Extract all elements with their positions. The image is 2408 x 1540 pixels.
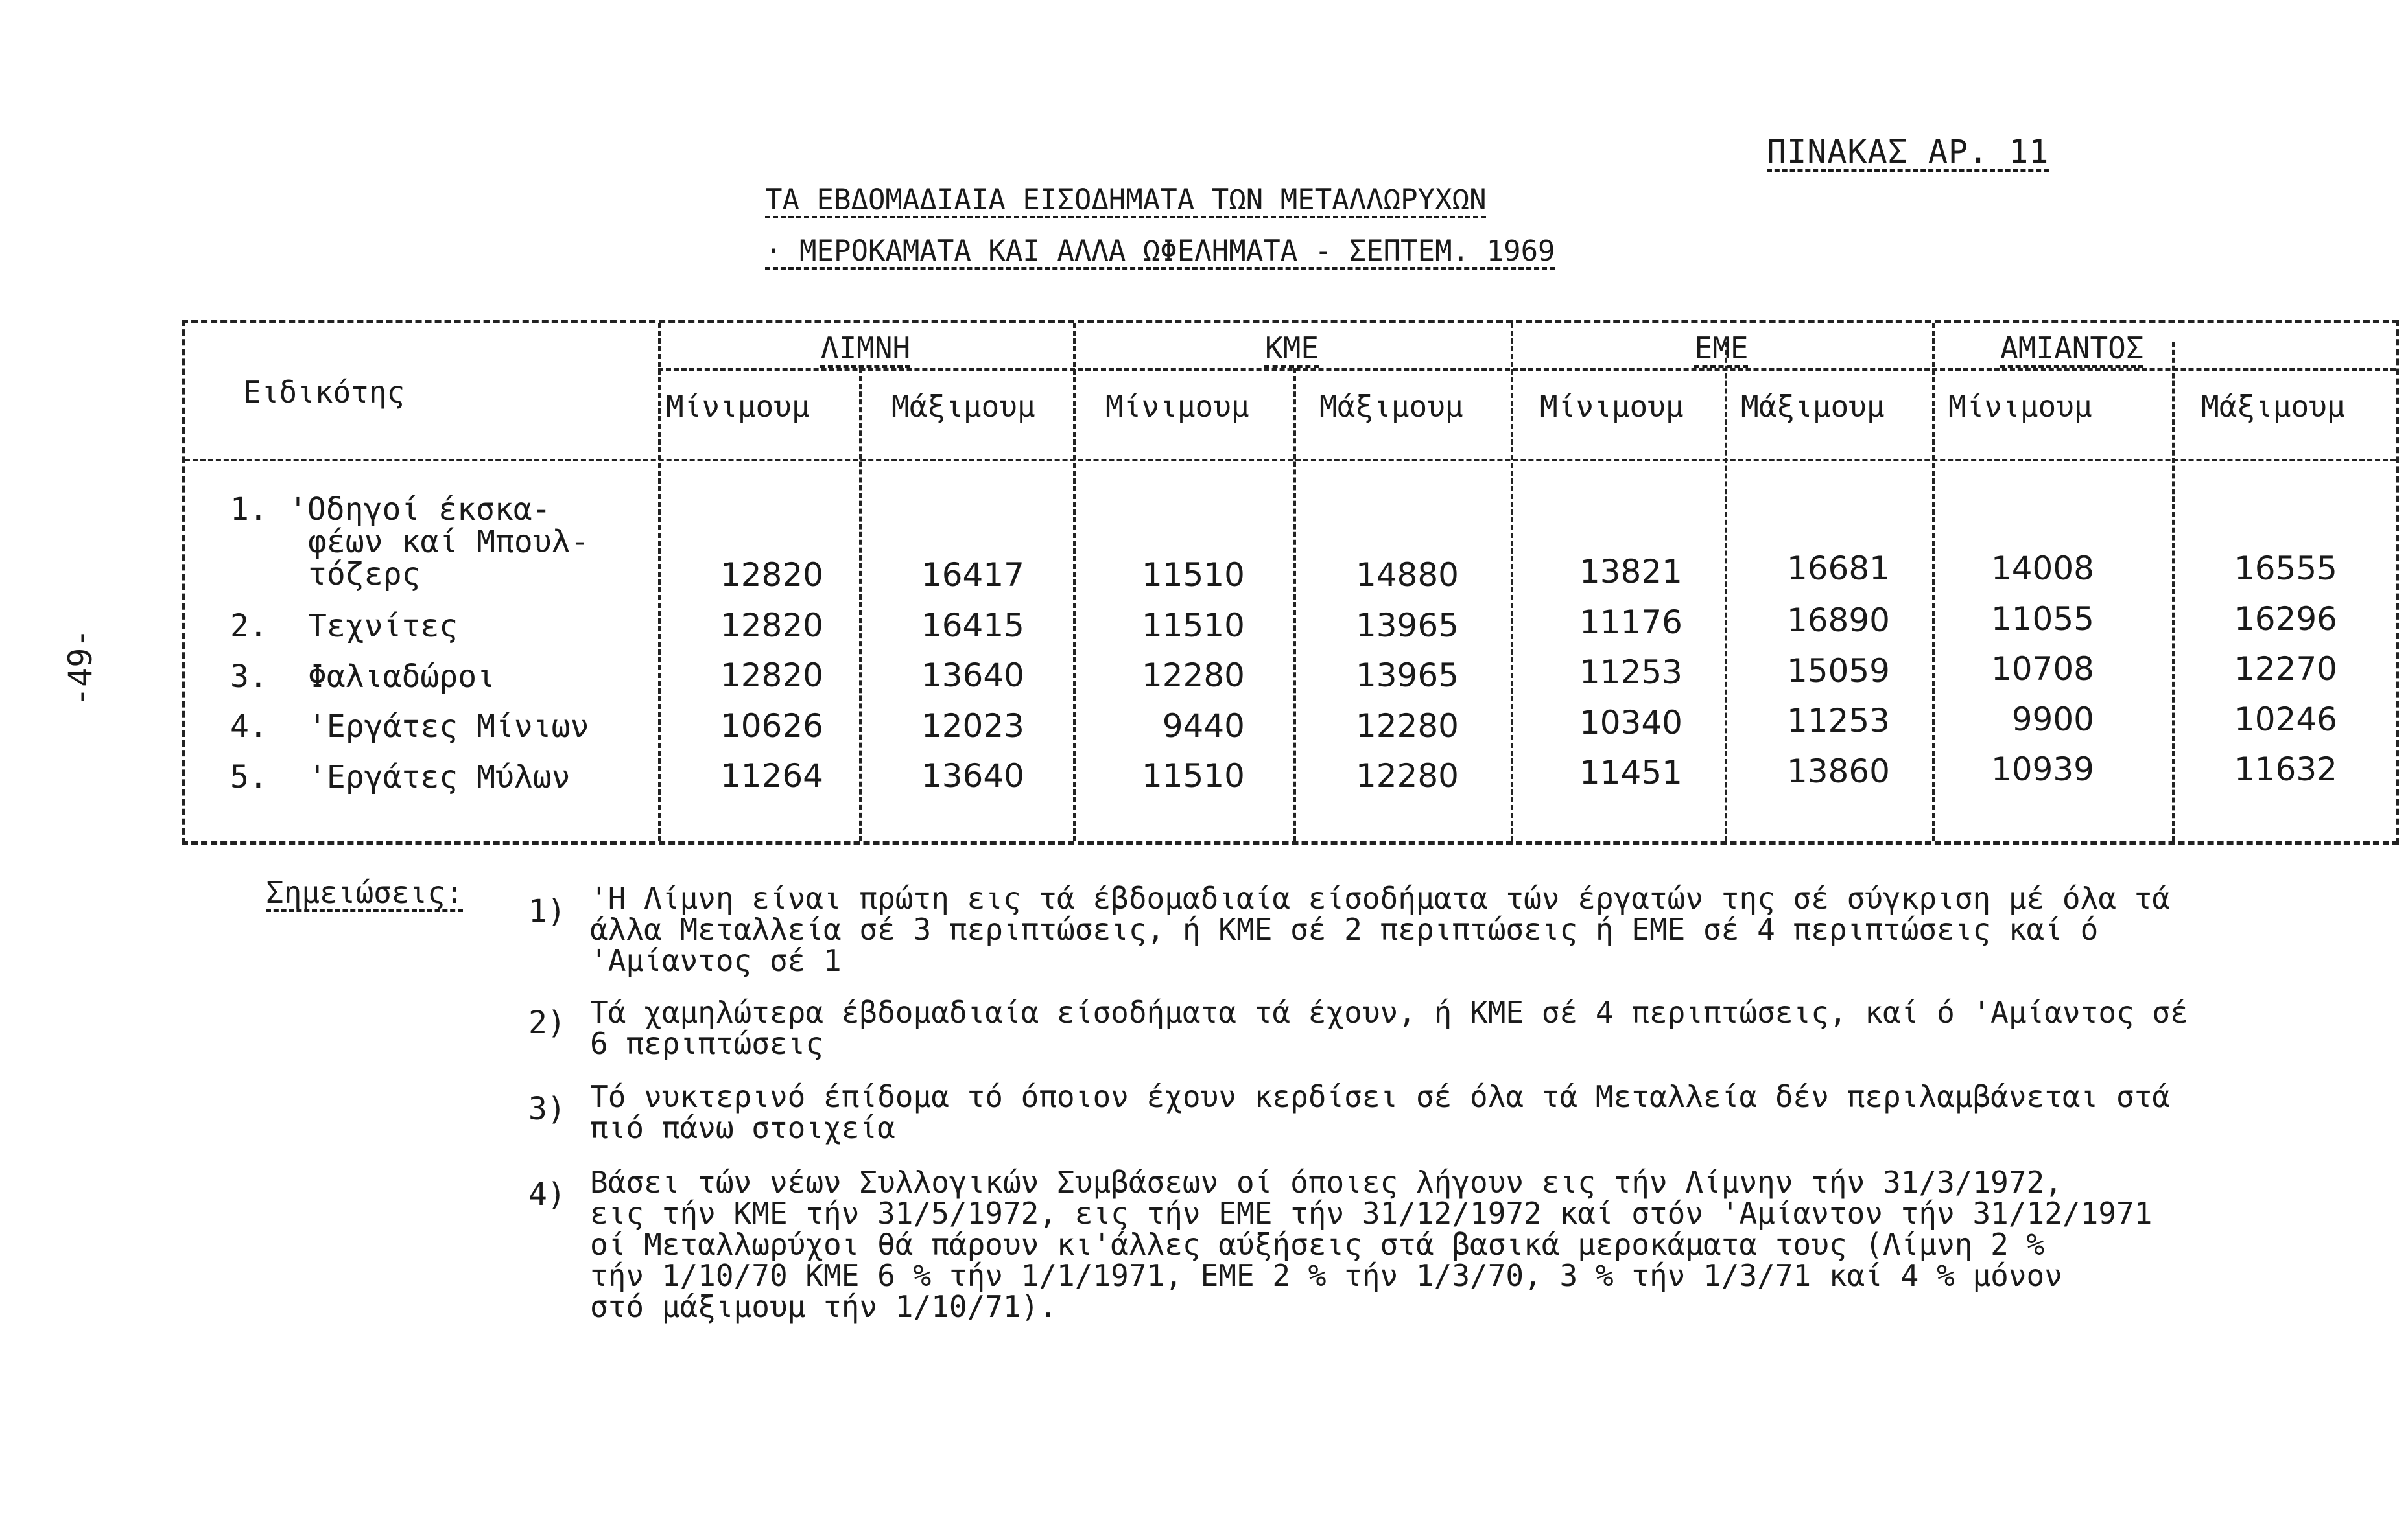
cell-amiantos-min: 10708 — [1990, 650, 2094, 688]
row-specialty: 'Οδηγοί έκσκα- — [289, 491, 551, 528]
cell-limni-min: 12820 — [720, 657, 823, 694]
note-line: εις τήν ΚΜΕ τήν 31/5/1972, εις τήν ΕΜΕ τήν 31/12/1972 καί στόν 'Αμίαντον τήν 31/12/1971 — [590, 1196, 2153, 1231]
cell-limni-min: 11264 — [720, 757, 823, 795]
cell-amiantos-max: 12270 — [2234, 650, 2337, 688]
row-specialty: Φαλιαδώροι — [308, 659, 495, 695]
table-divider — [1073, 323, 1076, 841]
table-divider — [185, 459, 2396, 461]
cell-eme-min: 13821 — [1579, 553, 1682, 590]
note-line: Τά χαμηλώτερα έβδομαδιαία είσοδήματα τά έχουν, ή ΚΜΕ σέ 4 περιπτώσεις, καί ό 'Αμίαντος σέ — [590, 995, 2188, 1030]
note-line: στό μάξιμουμ τήν 1/10/71). — [590, 1289, 1057, 1324]
table-divider — [658, 368, 2396, 371]
row-specialty: 'Εργάτες Μύλων — [308, 759, 571, 795]
cell-kme-max: 13965 — [1355, 607, 1459, 644]
cell-kme-min: 11510 — [1141, 757, 1245, 795]
note-number: 3) — [528, 1091, 566, 1127]
cell-eme-max: 15059 — [1786, 652, 1890, 690]
amiantos-max-header: Μάξιμουμ — [2201, 389, 2345, 424]
table-divider — [859, 368, 862, 841]
cell-kme-min: 9440 — [1162, 707, 1245, 745]
limni-max-header: Μάξιμουμ — [891, 389, 1035, 424]
title-line-2: · ΜΕΡΟΚΑΜΑΤΑ ΚΑΙ ΑΛΛΑ ΩΦΕΛΗΜΑΤΑ - ΣΕΠΤΕΜ. 1969 — [765, 235, 1555, 268]
table-divider — [1293, 368, 1296, 841]
cell-amiantos-min: 10939 — [1990, 751, 2094, 788]
note-line: 6 περιπτώσεις — [590, 1026, 824, 1061]
row-number: 4. — [230, 708, 268, 745]
kme-min-header: Μίνιμουμ — [1105, 389, 1249, 424]
row-number: 2. — [230, 608, 268, 644]
note-text — [590, 997, 2341, 1059]
cell-amiantos-max: 11632 — [2234, 751, 2337, 788]
cell-eme-min: 11451 — [1579, 754, 1682, 791]
row-number: 3. — [230, 659, 268, 695]
group-header-eme: ΕΜΕ — [1694, 331, 1749, 366]
specialty-header: Ειδικότης — [243, 375, 405, 410]
group-header-amiantos: ΑΜΙΑΝΤΟΣ — [2000, 331, 2144, 366]
row-specialty: 'Εργάτες Μίνιων — [308, 708, 589, 745]
note-line: τήν 1/10/70 ΚΜΕ 6 % τήν 1/1/1971, ΕΜΕ 2 % τήν 1/3/70, 3 % τήν 1/3/71 καί 4 % μόνον — [590, 1258, 2062, 1293]
cell-limni-max: 13640 — [921, 657, 1024, 694]
cell-eme-min: 11253 — [1579, 653, 1682, 691]
cell-kme-max: 12280 — [1355, 707, 1459, 745]
cell-amiantos-min: 14008 — [1990, 550, 2094, 587]
cell-kme-max: 13965 — [1355, 657, 1459, 694]
limni-min-header: Μίνιμουμ — [666, 389, 810, 424]
income-table — [182, 320, 2399, 845]
title-line-1: ΤΑ ΕΒΔΟΜΑΔΙΑΙΑ ΕΙΣΟΔΗΜΑΤΑ ΤΩΝ ΜΕΤΑΛΛΩΡΥΧΩΝ — [765, 183, 1487, 216]
eme-min-header: Μίνιμουμ — [1540, 389, 1684, 424]
row-number: 1. — [230, 491, 268, 528]
cell-kme-max: 12280 — [1355, 757, 1459, 795]
cell-eme-max: 16890 — [1786, 601, 1890, 639]
cell-amiantos-min: 9900 — [2011, 701, 2094, 738]
kme-max-header: Μάξιμουμ — [1319, 389, 1463, 424]
table-divider — [1932, 323, 1935, 841]
cell-limni-min: 12820 — [720, 607, 823, 644]
notes-heading: Σημειώσεις: — [266, 875, 464, 910]
group-header-kme: ΚΜΕ — [1264, 331, 1319, 366]
row-specialty: Τεχνίτες — [308, 608, 458, 644]
cell-limni-max: 12023 — [921, 707, 1024, 745]
amiantos-min-header: Μίνιμουμ — [1948, 389, 2092, 424]
table-divider — [2172, 342, 2175, 841]
cell-limni-max: 13640 — [921, 757, 1024, 795]
note-text — [590, 1167, 2341, 1322]
row-number: 5. — [230, 759, 268, 795]
cell-kme-max: 14880 — [1355, 556, 1459, 594]
note-line: άλλα Μεταλλεία σέ 3 περιπτώσεις, ή ΚΜΕ σέ 2 περιπτώσεις ή ΕΜΕ σέ 4 περιπτώσεις καί ό — [590, 912, 2099, 947]
note-number: 4) — [528, 1176, 566, 1213]
cell-amiantos-max: 10246 — [2234, 701, 2337, 738]
row-specialty: τόζερς — [308, 556, 421, 592]
note-line: 'Αμίαντος σέ 1 — [590, 943, 842, 978]
row-specialty: φέων καί Μπουλ- — [308, 524, 589, 560]
cell-eme-max: 13860 — [1786, 752, 1890, 790]
cell-kme-min: 11510 — [1141, 556, 1245, 594]
note-line: οί Μεταλλωρύχοι θά πάρουν κι'άλλες αύξήσεις στά βασικά μεροκάματα τους (Λίμνη 2 % — [590, 1227, 2045, 1262]
note-number: 2) — [528, 1005, 566, 1041]
table-divider — [1511, 323, 1513, 841]
table-number: ΠΙΝΑΚΑΣ ΑΡ. 11 — [1767, 133, 2049, 170]
note-line: Τό νυκτερινό έπίδομα τό όποιον έχουν κερδίσει σέ όλα τά Μεταλλεία δέν περιλαμβάνεται στά — [590, 1079, 2171, 1114]
group-header-limni: ΛΙΜΝΗ — [820, 331, 911, 366]
cell-amiantos-max: 16555 — [2234, 550, 2337, 587]
cell-limni-max: 16415 — [921, 607, 1024, 644]
table-divider — [1725, 342, 1727, 841]
cell-kme-min: 12280 — [1141, 657, 1245, 694]
note-line: 'Η Λίμνη είναι πρώτη εις τά έβδομαδιαία είσοδήματα τών έργατών της σέ σύγκριση μέ όλα τά — [590, 881, 2171, 916]
cell-eme-min: 11176 — [1579, 603, 1682, 641]
cell-eme-min: 10340 — [1579, 704, 1682, 741]
eme-max-header: Μάξιμουμ — [1741, 389, 1885, 424]
cell-limni-min: 12820 — [720, 556, 823, 594]
note-line: πιό πάνω στοιχεία — [590, 1110, 895, 1145]
cell-eme-max: 11253 — [1786, 702, 1890, 740]
cell-amiantos-min: 11055 — [1990, 600, 2094, 638]
cell-limni-min: 10626 — [720, 707, 823, 745]
cell-limni-max: 16417 — [921, 556, 1024, 594]
cell-eme-max: 16681 — [1786, 550, 1890, 587]
cell-kme-min: 11510 — [1141, 607, 1245, 644]
note-number: 1) — [528, 893, 566, 929]
page-number: -49- — [62, 628, 99, 706]
note-text — [590, 1081, 2341, 1143]
table-divider — [658, 323, 661, 841]
cell-amiantos-max: 16296 — [2234, 600, 2337, 638]
note-line: Βάσει τών νέων Συλλογικών Συμβάσεων οί όποιες λήγουν εις τήν Λίμνην τήν 31/3/1972, — [590, 1165, 2062, 1200]
note-text — [590, 883, 2341, 976]
